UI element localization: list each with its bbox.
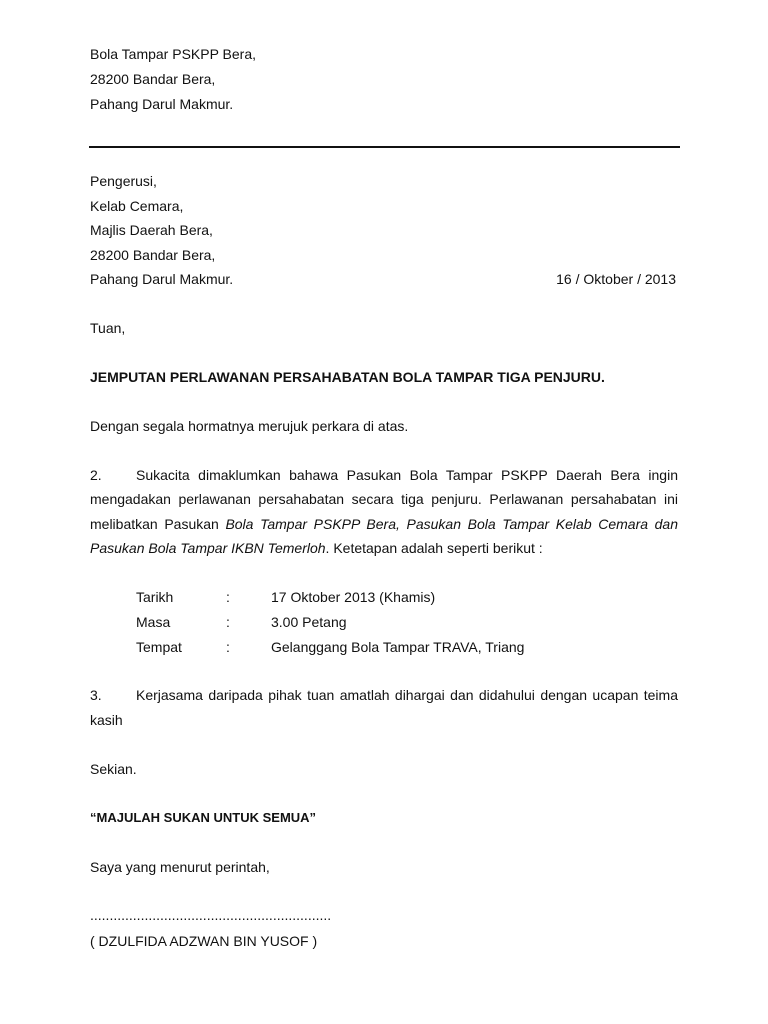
detail-label: Masa [136, 614, 171, 630]
sender-address-line-2: 28200 Bandar Bera, [90, 71, 216, 87]
signature-line: .............................................................. [90, 907, 332, 923]
detail-value-date: 17 Oktober 2013 (Khamis) [271, 589, 436, 605]
sender-address-line-1: Bola Tampar PSKPP Bera, [90, 46, 257, 62]
detail-colon: : [226, 614, 230, 630]
detail-value-venue: Gelanggang Bola Tampar TRAVA, Triang [271, 639, 525, 655]
recipient-address-line-4: 28200 Bandar Bera, [90, 247, 216, 263]
recipient-address-line-2: Kelab Cemara, [90, 198, 184, 214]
detail-label: Tarikh [136, 589, 174, 605]
paragraph-2-text: Sukacita dimaklumkan bahawa Pasukan Bola Tampar PSKPP Daerah Bera ingin [136, 467, 678, 483]
paragraph-2-line-3 [90, 515, 678, 533]
team-name-italic: Pasukan Bola Tampar IKBN Temerloh [90, 540, 326, 556]
salutation: Tuan, [90, 320, 126, 336]
team-names-italic: Bola Tampar PSKPP Bera, Pasukan Bola Tampar Kelab Cemara dan [225, 516, 679, 532]
paragraph-3-line-2: kasih [90, 712, 123, 728]
paragraph-number: 3. [90, 687, 102, 703]
sender-address-line-3: Pahang Darul Makmur. [90, 96, 234, 112]
paragraph-number: 2. [90, 467, 102, 483]
detail-value-time: 3.00 Petang [271, 614, 347, 630]
subject-heading: JEMPUTAN PERLAWANAN PERSAHABATAN BOLA TAMPAR TIGA PENJURU. [90, 369, 605, 385]
paragraph-3-text: Kerjasama daripada pihak tuan amatlah dihargai dan didahului dengan ucapan teima [136, 687, 678, 703]
paragraph-2-line-2: mengadakan perlawanan persahabatan secara tiga penjuru. Perlawanan persahabatan ini [90, 491, 678, 507]
intro-paragraph: Dengan segala hormatnya merujuk perkara di atas. [90, 418, 409, 434]
signatory-name: ( DZULFIDA ADZWAN BIN YUSOF ) [90, 933, 318, 949]
obedient-line: Saya yang menurut perintah, [90, 859, 270, 875]
detail-colon: : [226, 589, 230, 605]
paragraph-2-plain-text: melibatkan Pasukan [90, 516, 219, 532]
recipient-address-line-3: Majlis Daerah Bera, [90, 222, 213, 238]
paragraph-2-line-1 [90, 466, 678, 484]
paragraph-3-line-1 [90, 686, 678, 704]
closing: Sekian. [90, 761, 137, 777]
motto: “MAJULAH SUKAN UNTUK SEMUA” [90, 810, 317, 825]
header-divider [89, 146, 680, 148]
paragraph-2-plain-text: . Ketetapan adalah seperti berikut : [325, 540, 543, 556]
recipient-address-line-5: Pahang Darul Makmur. [90, 271, 234, 287]
paragraph-2-line-4 [90, 539, 543, 557]
recipient-address-line-1: Pengerusi, [90, 173, 157, 189]
detail-label: Tempat [136, 639, 182, 655]
letter-date: 16 / Oktober / 2013 [556, 271, 676, 287]
detail-colon: : [226, 639, 230, 655]
